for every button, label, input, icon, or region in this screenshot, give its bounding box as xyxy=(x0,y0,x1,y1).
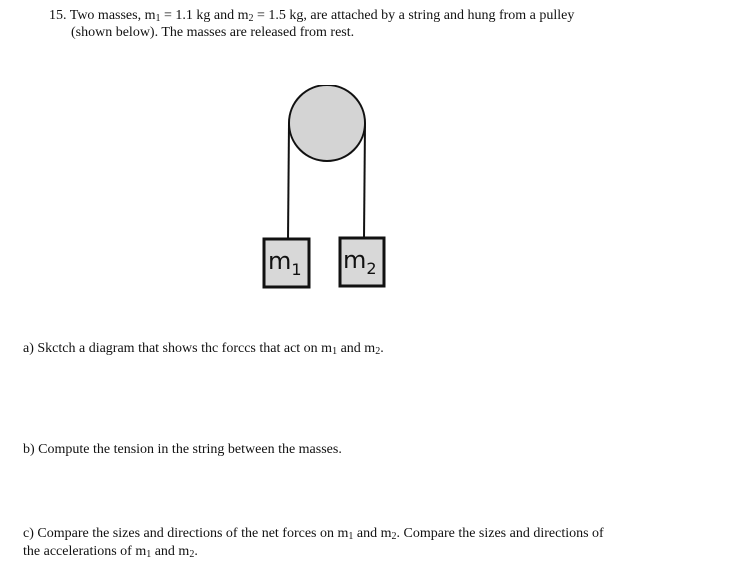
mass2-subscript: 2 xyxy=(366,259,377,278)
part-b-question: b) Compute the tension in the string between the masses. xyxy=(23,442,342,457)
part-c-text: and m xyxy=(151,544,190,559)
subscript: 1 xyxy=(348,531,354,542)
problem-statement-line2: (shown below). The masses are released from rest. xyxy=(71,25,355,40)
part-a-text: . xyxy=(380,341,384,356)
subscript: 2 xyxy=(248,13,254,24)
left-string xyxy=(288,123,289,240)
problem-statement-line1 xyxy=(49,7,574,24)
mass2-letter: m xyxy=(343,246,367,274)
mass1-subscript: 1 xyxy=(291,260,302,279)
pulley-diagram xyxy=(255,85,400,295)
subscript: 2 xyxy=(391,531,397,542)
part-c-text: . xyxy=(194,544,198,559)
part-a-question xyxy=(23,340,384,357)
part-c-question-line1 xyxy=(23,525,604,542)
pulley-wheel xyxy=(289,85,365,161)
subscript: 2 xyxy=(189,549,195,560)
right-string xyxy=(364,123,365,239)
subscript: 2 xyxy=(375,346,381,357)
problem-text: = 1.5 kg, are attached by a string and hung from a pulley xyxy=(253,8,575,23)
part-c-question-line2 xyxy=(23,543,198,560)
problem-text: = 1.1 kg and m xyxy=(160,8,249,23)
part-a-text: and m xyxy=(337,341,376,356)
part-c-text: c) Compare the sizes and directions of the net forces on m xyxy=(23,526,349,541)
subscript: 1 xyxy=(155,13,161,24)
subscript: 1 xyxy=(332,346,338,357)
part-c-text: the accelerations of m xyxy=(23,544,147,559)
problem-number: 15. xyxy=(49,8,67,23)
mass1-letter: m xyxy=(268,247,292,275)
problem-text: Two masses, m xyxy=(69,8,156,23)
part-c-text: . Compare the sizes and directions of xyxy=(396,526,604,541)
subscript: 1 xyxy=(146,549,152,560)
part-c-text: and m xyxy=(353,526,392,541)
part-a-text: a) Skctch a diagram that shows thc forccs that act on m xyxy=(23,341,333,356)
